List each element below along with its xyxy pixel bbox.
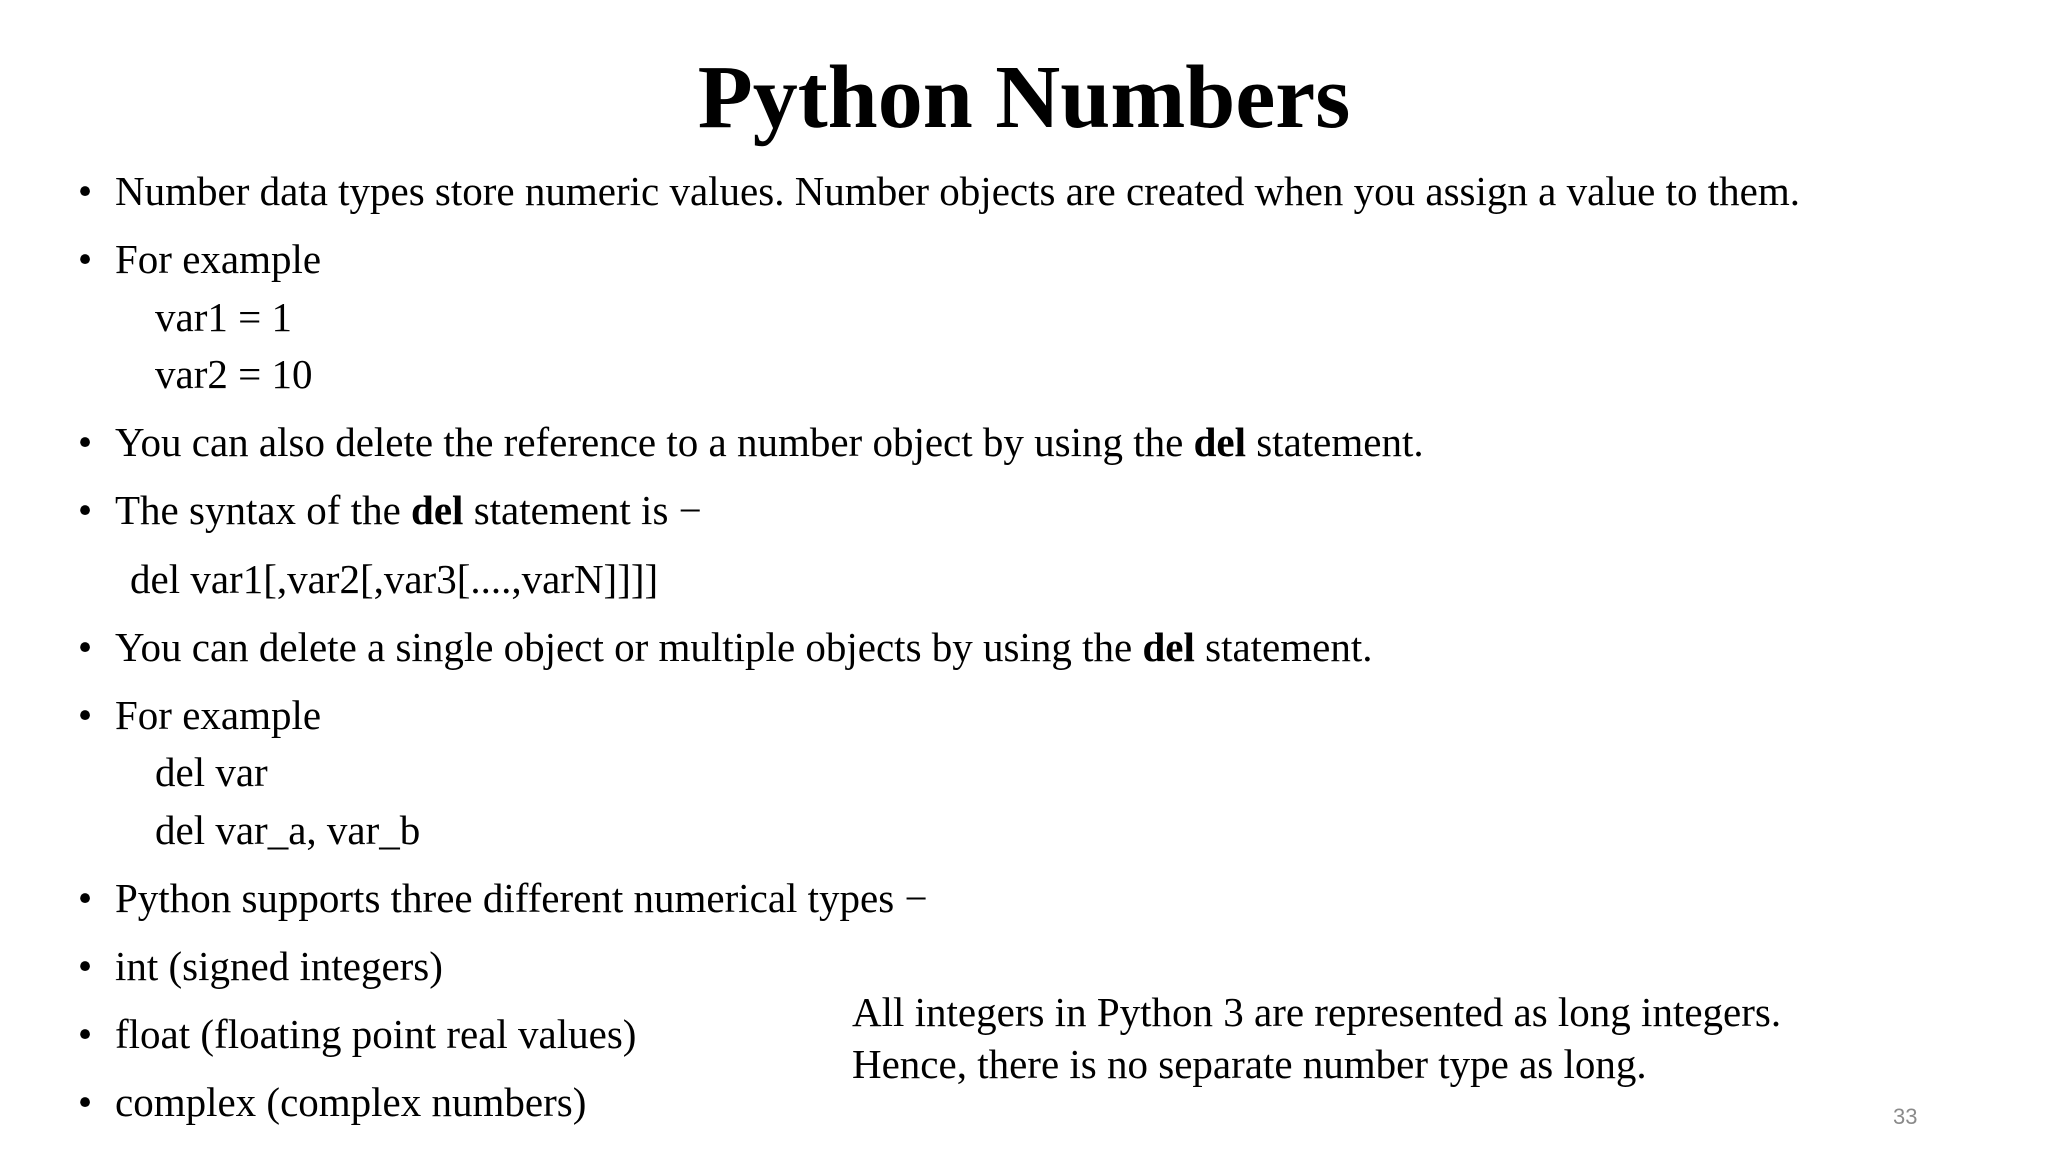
bullet-text: Python supports three different numerical types − <box>115 875 928 921</box>
bullet-item <box>77 486 702 534</box>
bullet-text: For example <box>115 236 322 282</box>
bullet-text-post: statement is − <box>463 487 702 533</box>
bullet-marker: • <box>77 1079 93 1125</box>
bullet-text: For example <box>115 692 322 738</box>
bullet-marker: • <box>77 419 93 465</box>
bullet-item <box>77 874 928 922</box>
bullet-marker: • <box>77 943 93 989</box>
code-line: var1 = 1 <box>155 294 292 340</box>
slide-number: 33 <box>1893 1104 1918 1129</box>
code-line: del var_a, var_b <box>155 807 421 853</box>
syntax-line: del var1[,var2[,var3[....,varN]]]] <box>130 556 659 602</box>
bullet-text: int (signed integers) <box>115 943 443 989</box>
note-line: Hence, there is no separate number type as long. <box>852 1041 1647 1087</box>
bullet-text-pre: You can also delete the reference to a number object by using the <box>115 419 1194 465</box>
bullet-text: complex (complex numbers) <box>115 1079 587 1125</box>
bullet-marker: • <box>77 487 93 533</box>
bullet-text-pre: You can delete a single object or multiple objects by using the <box>115 624 1143 670</box>
del-keyword: del <box>1193 419 1246 465</box>
bullet-item <box>77 1078 587 1126</box>
code-line: del var <box>155 749 268 795</box>
bullet-item <box>77 623 1373 671</box>
bullet-item <box>77 691 322 739</box>
bullet-marker: • <box>77 1011 93 1057</box>
bullet-item <box>77 1010 637 1058</box>
bullet-text-post: statement. <box>1245 419 1424 465</box>
bullet-item <box>77 942 443 990</box>
bullet-text-post: statement. <box>1194 624 1373 670</box>
bullet-marker: • <box>77 168 93 214</box>
note-line: All integers in Python 3 are represented as long integers. <box>852 989 1782 1035</box>
bullet-marker: • <box>77 236 93 282</box>
code-line: var2 = 10 <box>155 351 313 397</box>
bullet-text: Number data types store numeric values. Number objects are created when you assign a value to them. <box>115 168 1800 214</box>
bullet-marker: • <box>77 692 93 738</box>
bullet-text: float (floating point real values) <box>115 1011 637 1057</box>
bullet-item <box>77 235 322 283</box>
bullet-text-pre: The syntax of the <box>115 487 412 533</box>
del-keyword: del <box>411 487 464 533</box>
del-keyword: del <box>1142 624 1195 670</box>
bullet-marker: • <box>77 875 93 921</box>
bullet-item <box>77 167 1800 215</box>
bullet-marker: • <box>77 624 93 670</box>
bullet-item <box>77 418 1424 466</box>
note-text-block <box>852 986 1781 1090</box>
slide-title: Python Numbers <box>697 48 1351 147</box>
